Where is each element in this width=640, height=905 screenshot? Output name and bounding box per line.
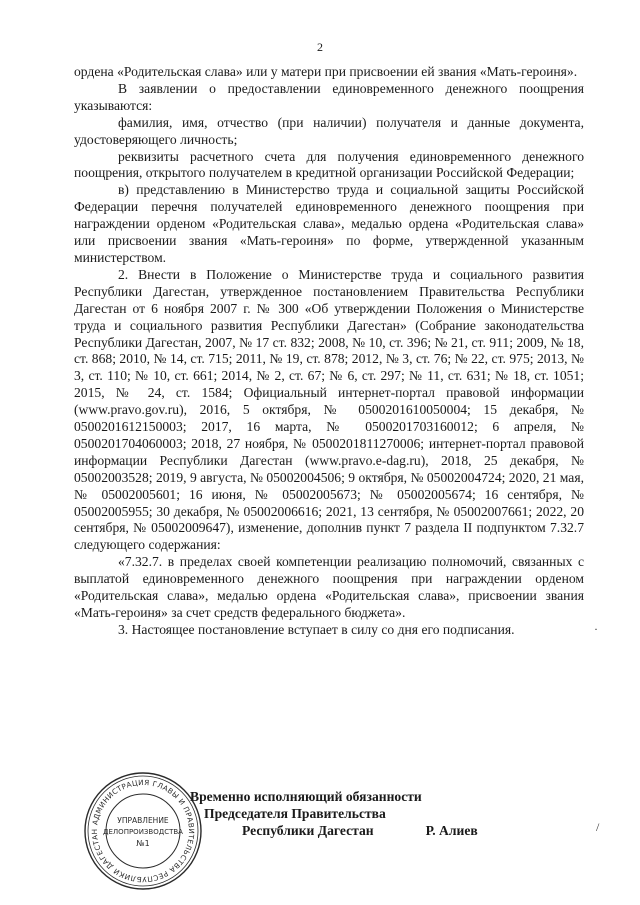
document-body	[74, 64, 584, 639]
stamp-line-2: ДЕЛОПРОИЗВОДСТВА	[103, 828, 183, 836]
signature-region: Республики Дагестан	[242, 823, 374, 838]
stamp-line-3: №1	[136, 839, 150, 848]
scan-mark: ·	[594, 622, 598, 636]
paragraph: в) представлению в Министерство труда и социальной защиты Российской Федерации перечня получателей единовременного денежного поощрения при награждении орденом «Родительская слава», медалью ордена «Родительская слава» или присвоении звания «Мать-героиня» по форме, утвержденной указанным министерством.	[74, 182, 584, 265]
stamp-line-1: УПРАВЛЕНИЕ	[117, 816, 169, 825]
paragraph: 2. Внести в Положение о Министерстве труда и социального развития Республики Дагестан, утвержденное постановлением Правительства Республики Дагестан от 6 ноября 2007 г. № 300 «Об утверждении Положения о Министерстве труда и социального развития Республики Дагестан» (Собрание законодательства Республики Дагестан, 2007, № 17 ст. 832; 2008, № 10, ст. 396; № 21, ст. 911; 2009, № 18, ст. 868; 2010, № 14, ст. 715; 2011, № 19, ст. 878; 2012, № 3, ст. 76; № 22, ст. 975; 2013, № 3, ст. 110; № 10, ст. 661; 2014, № 2, ст. 67; № 6, ст. 297; № 11, ст. 631; № 18, ст. 1051; 2015, № 24, ст. 1584; Официальный интернет-портал правовой информации (www.pravo.gov.ru), 2016, 5 октября, № 0500201610050004; 15 декабря, № 0500201612150003; 2017, 16 марта, № 0500201703160012; 6 апреля, № 0500201704060003; 2018, 27 ноября, № 0500201811270006; интернет-портал правовой информации Республики Дагестан (www.pravo.e-dag.ru), 2018, 25 декабря, № 05002003528; 2019, 9 августа, № 05002004506; 9 октября, № 05002004724; 2020, 21 мая, № 05002005601; 16 июня, № 05002005673; № 05002005674; 16 сентября, № 05002005955; 30 декабря, № 05002006616; 2021, 13 сентября, № 05002007661; 2022, 20 сентября, № 05002009647), изменение, дополнив пункт 7 раздела II подпунктом 7.32.7 следующего содержания:	[74, 266, 584, 553]
page-number: 2	[317, 40, 323, 54]
paragraph: В заявлении о предоставлении единовременного денежного поощрения указываются:	[74, 80, 584, 113]
paragraph: ордена «Родительская слава» или у матери при присвоении ей звания «Мать-героиня».	[74, 64, 578, 79]
signature-title-line-2: Председателя Правительства	[204, 806, 386, 821]
signatory-name: Р. Алиев	[425, 823, 478, 838]
signature-block	[186, 788, 586, 839]
signature-title-line-1: Временно исполняющий обязанности	[190, 789, 422, 804]
scan-mark: /	[596, 820, 600, 834]
paragraph: 3. Настоящее постановление вступает в силу со дня его подписания.	[118, 621, 515, 637]
paragraph: «7.32.7. в пределах своей компетенции реализацию полномочий, связанных с выплатой единовременного денежного поощрения при награждении орденом «Родительская слава», медалью ордена «Родительская слава», присвоении звания «Мать-героиня» за счет средств федерального бюджета».	[74, 554, 584, 620]
stamp-ring-text: АДМИНИСТРАЦИЯ ГЛАВЫ И ПРАВИТЕЛЬСТВА РЕСПУБЛИКИ ДАГЕСТАН	[89, 777, 197, 885]
signature-title-line-3	[242, 822, 586, 839]
paragraph: реквизиты расчетного счета для получения единовременного денежного поощрения, открытого получателем в кредитной организации Российской Федерации;	[74, 148, 584, 181]
paragraph: фамилия, имя, отчество (при наличии) получателя и данные документа, удостоверяющего личность;	[74, 114, 584, 147]
